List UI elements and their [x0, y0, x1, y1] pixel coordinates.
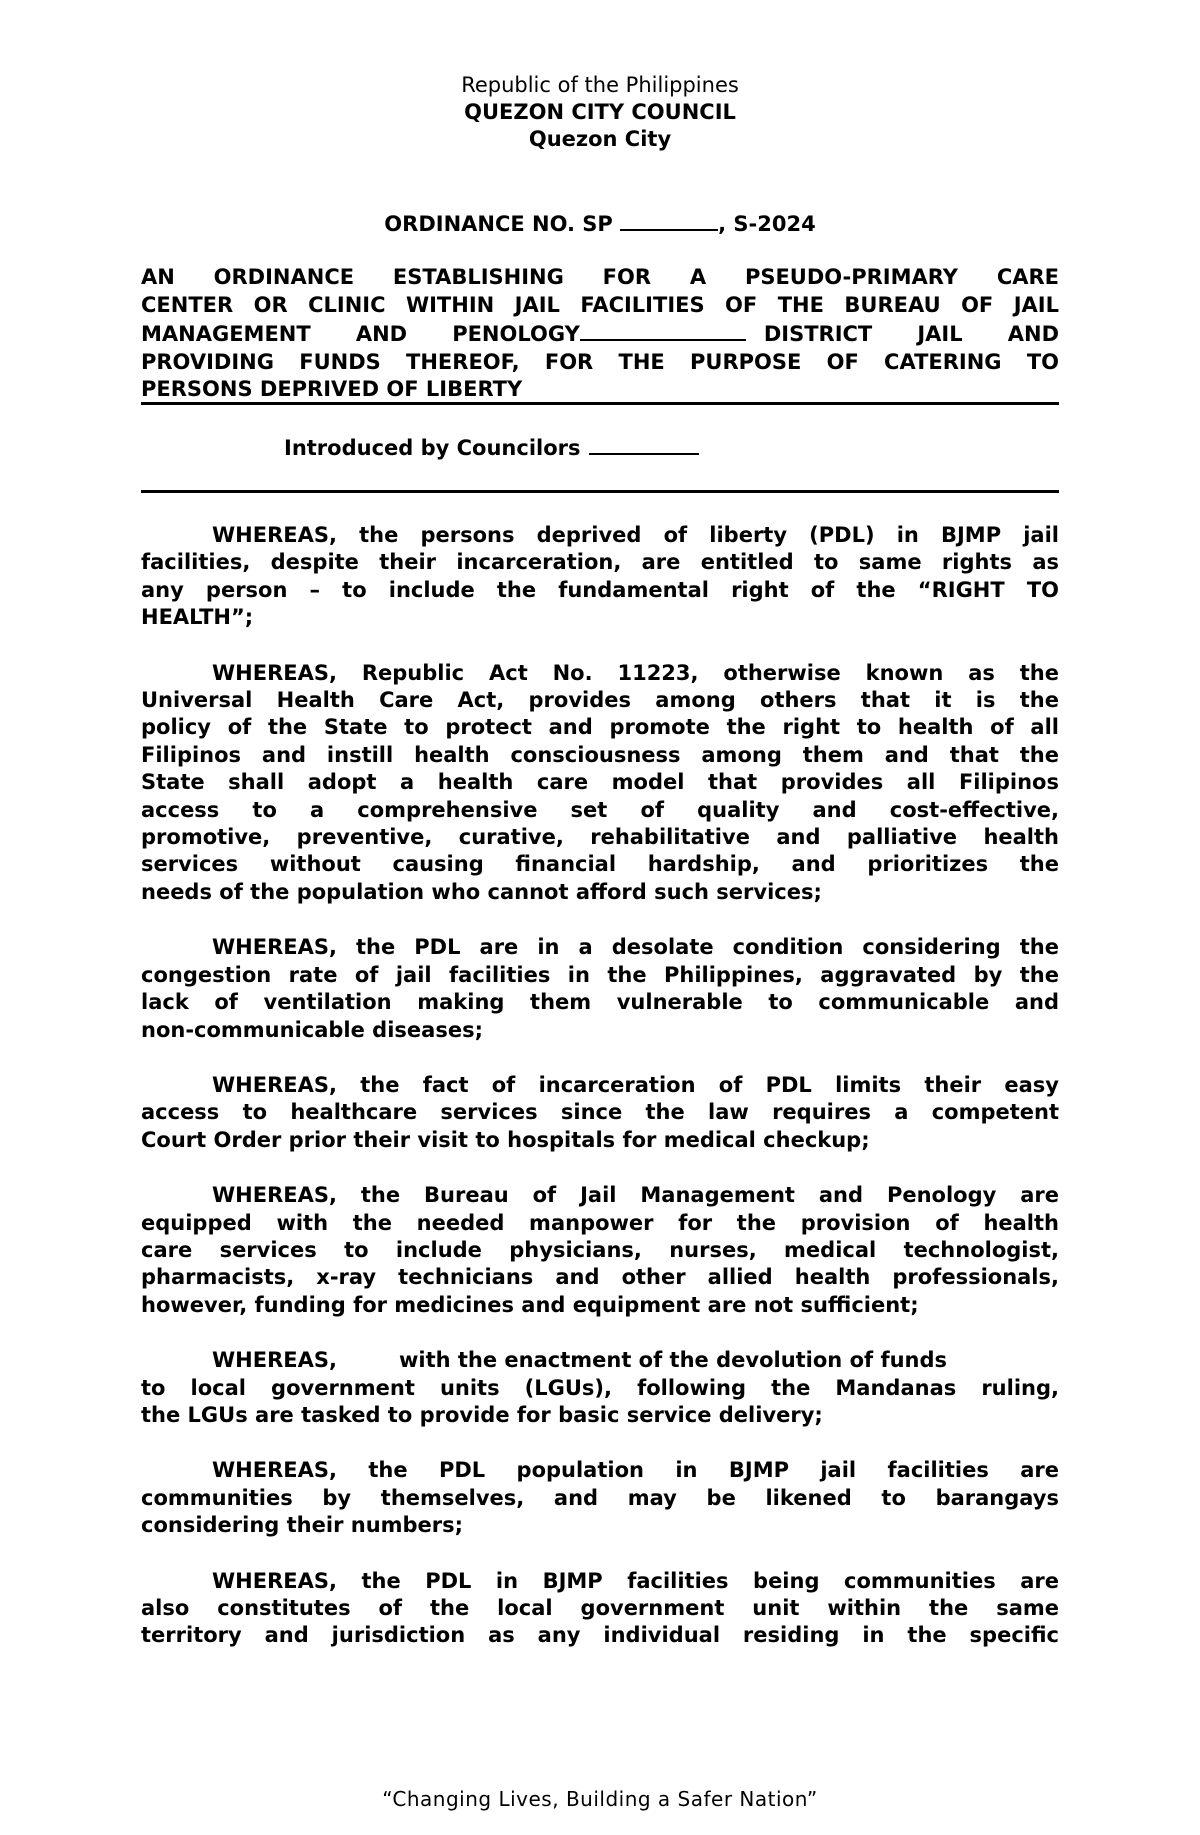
- paragraph-line: State shall adopt a health care model that provides all Filipinos: [141, 770, 1059, 795]
- paragraph-line: Court Order prior their visit to hospitals for medical checkup;: [141, 1127, 870, 1152]
- whereas-paragraph: [141, 934, 1059, 1044]
- paragraph-line-part: WHEREAS,: [212, 1348, 337, 1373]
- whereas-paragraph: [141, 660, 1059, 907]
- footer-motto: “Changing Lives, Building a Safer Nation”: [382, 1787, 818, 1811]
- paragraph-line: WHEREAS, the PDL population in BJMP jail facilities are: [212, 1458, 1059, 1483]
- ordinance-number-blank: [620, 209, 718, 231]
- introduced-by: [284, 433, 699, 462]
- paragraph-line: WHEREAS, the Bureau of Jail Management and Penology are: [212, 1183, 1059, 1208]
- paragraph-line: to local government units (LGUs), following the Mandanas ruling,: [141, 1375, 1059, 1400]
- title-line: PROVIDING FUNDS THEREOF, FOR THE PURPOSE OF CATERING TO: [141, 349, 1059, 374]
- whereas-paragraph: [141, 1182, 1059, 1319]
- title-divider: [141, 402, 1059, 405]
- introduced-divider: [141, 490, 1059, 493]
- paragraph-line: services without causing financial hardship, and prioritizes the: [141, 852, 1059, 877]
- whereas-paragraph: [141, 1347, 1059, 1429]
- paragraph-line: considering their numbers;: [141, 1513, 464, 1538]
- paragraph-line: promotive, preventive, curative, rehabilitative and palliative health: [141, 825, 1059, 850]
- title-line-with-blank: [141, 319, 1059, 349]
- country-name: Republic of the Philippines: [461, 73, 739, 97]
- district-jail-blank: [580, 319, 746, 341]
- title-line: CENTER OR CLINIC WITHIN JAIL FACILITIES OF THE BUREAU OF JAIL: [141, 292, 1059, 317]
- paragraph-line: access to healthcare services since the law requires a competent: [141, 1100, 1059, 1125]
- paragraph-line: WHEREAS, the fact of incarceration of PDL limits their easy: [212, 1072, 1059, 1097]
- paragraph-line: also constitutes of the local government unit within the same: [141, 1596, 1059, 1620]
- city-name: Quezon City: [528, 127, 672, 151]
- ordinance-number: [141, 209, 1059, 238]
- title-line-part: MANAGEMENT AND PENOLOGY: [141, 322, 580, 346]
- paragraph-line: non-communicable diseases;: [141, 1017, 483, 1042]
- paragraph-line: needs of the population who cannot afford such services;: [141, 879, 822, 904]
- paragraph-line: WHEREAS, the PDL in BJMP facilities being communities are: [212, 1568, 1059, 1593]
- document-page: [141, 0, 1059, 1835]
- paragraph-line: WHEREAS, Republic Act No. 11223, otherwise known as the: [212, 660, 1059, 685]
- paragraph-line: facilities, despite their incarceration, are entitled to same rights as: [141, 550, 1059, 575]
- paragraph-line: policy of the State to protect and promote the right to health of all: [141, 715, 1059, 740]
- paragraph-line: communities by themselves, and may be likened to barangays: [141, 1485, 1059, 1510]
- paragraph-line-part: with the enactment of the devolution of funds: [398, 1348, 948, 1373]
- council-name: QUEZON CITY COUNCIL: [464, 100, 736, 124]
- paragraph-line: territory and jurisdiction as any individual residing in the specific: [141, 1623, 1059, 1648]
- whereas-paragraph: [141, 522, 1059, 632]
- whereas-paragraph: [141, 1457, 1059, 1539]
- paragraph-line: pharmacists, x-ray technicians and other allied health professionals,: [141, 1265, 1059, 1290]
- title-line-part: DISTRICT JAIL AND: [763, 322, 1059, 346]
- title-line: AN ORDINANCE ESTABLISHING FOR A PSEUDO-PRIMARY CARE: [141, 265, 1059, 289]
- paragraph-line: however, funding for medicines and equipment are not sufficient;: [141, 1292, 919, 1317]
- paragraph-line: any person – to include the fundamental right of the “RIGHT TO: [141, 577, 1059, 602]
- paragraph-line: HEALTH”;: [141, 605, 254, 630]
- paragraph-line: Filipinos and instill health consciousness among them and that the: [141, 742, 1059, 767]
- councilors-blank: [589, 433, 699, 455]
- paragraph-line: WHEREAS, the PDL are in a desolate condition considering the: [212, 935, 1059, 960]
- ordinance-number-prefix: ORDINANCE NO. SP: [384, 212, 613, 236]
- document-header: [141, 72, 1059, 153]
- paragraph-line: lack of ventilation making them vulnerable to communicable and: [141, 990, 1059, 1015]
- paragraph-line: WHEREAS, the persons deprived of liberty (PDL) in BJMP jail: [212, 523, 1059, 547]
- introduced-by-label: Introduced by Councilors: [284, 436, 581, 460]
- whereas-paragraph: [141, 1568, 1059, 1650]
- title-line: PERSONS DEPRIVED OF LIBERTY: [141, 377, 523, 401]
- paragraph-line: the LGUs are tasked to provide for basic service delivery;: [141, 1402, 823, 1427]
- paragraph-line: equipped with the needed manpower for the provision of health: [141, 1210, 1059, 1235]
- ordinance-title: [141, 264, 1059, 404]
- paragraph-line-split: [141, 1347, 1059, 1374]
- paragraph-line: care services to include physicians, nurses, medical technologist,: [141, 1237, 1059, 1262]
- whereas-clauses: [141, 522, 1059, 1678]
- paragraph-line: Universal Health Care Act, provides among others that it is the: [141, 688, 1059, 713]
- ordinance-number-suffix: , S-2024: [718, 212, 816, 236]
- paragraph-line: access to a comprehensive set of quality and cost-effective,: [141, 797, 1059, 822]
- whereas-paragraph: [141, 1072, 1059, 1154]
- paragraph-line: congestion rate of jail facilities in the Philippines, aggravated by the: [141, 962, 1059, 987]
